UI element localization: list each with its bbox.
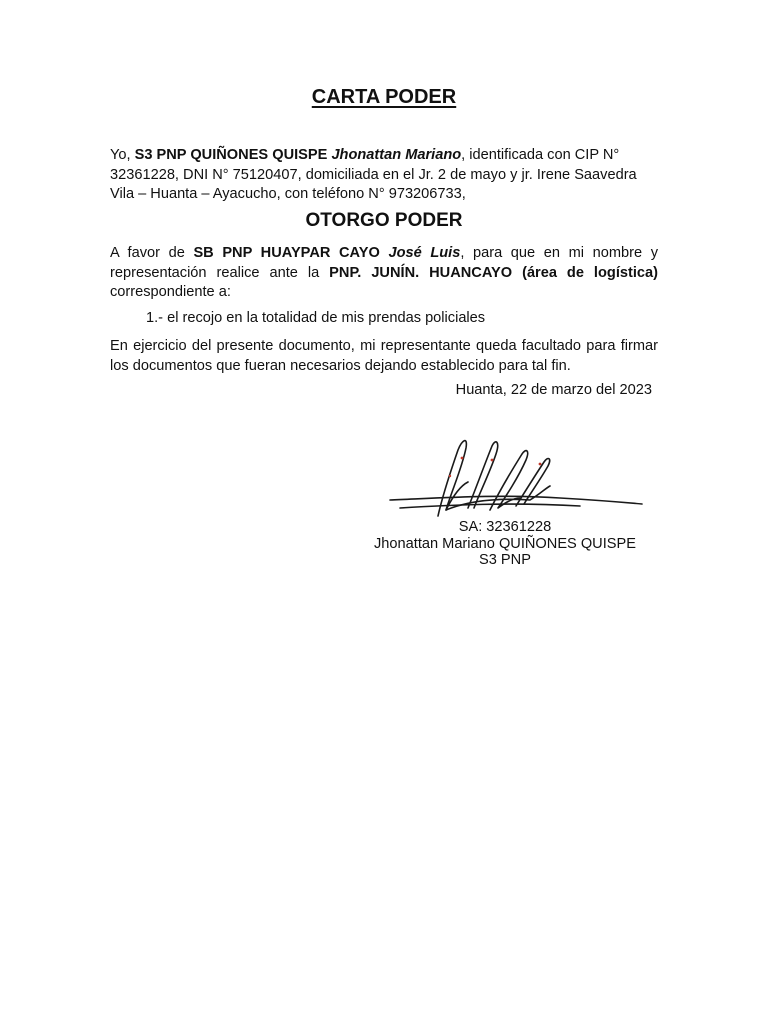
signature-block — [330, 519, 680, 569]
list-item: 1.- el recojo en la totalidad de mis prendas policiales — [146, 310, 486, 326]
grant-suffix: correspondiente a: — [110, 284, 231, 300]
grantee-name — [193, 245, 460, 261]
intro-rest: , identificada con CIP N° 32361228, DNI N° 75120407, domiciliada en el Jr. 2 de mayo y jr. Irene Saavedra Vila – Huanta – Ayacucho, con teléfono N° 973206733, — [110, 147, 637, 202]
closing-paragraph: En ejercicio del presente documento, mi representante queda facultado para firmar los documentos que fueran necesarios dejando establecido para tal fin. — [110, 338, 658, 374]
signature-underline-2 — [400, 504, 580, 508]
grantor-rank-surname: S3 PNP QUIÑONES QUISPE — [134, 147, 332, 163]
signature-loop-3 — [490, 451, 528, 510]
grant-prefix: A favor de — [110, 245, 194, 261]
date-line: Huanta, 22 de marzo del 2023 — [455, 382, 652, 398]
signature-name: Jhonattan Mariano QUIÑONES QUISPE — [374, 535, 636, 552]
signature-sa: SA: 32361228 — [458, 519, 552, 535]
document-title: CARTA PODER — [311, 86, 457, 108]
signature-loop-2 — [468, 442, 498, 508]
handwritten-signature — [380, 428, 650, 523]
signature-mark-4 — [449, 475, 451, 477]
intro-paragraph — [110, 146, 658, 205]
signature-tail — [446, 486, 550, 510]
signature-mark-2 — [491, 459, 494, 462]
intro-prefix: Yo, — [110, 147, 135, 163]
grant-paragraph — [110, 244, 658, 303]
grantee-given-names: José Luis — [388, 245, 461, 261]
grant-middle: , para que en mi nombre y representación realice ante la — [110, 245, 658, 281]
grantor-given-names: Jhonattan Mariano — [331, 147, 462, 163]
signature-rank: S3 PNP — [479, 552, 531, 568]
grant-entity: PNP. JUNÍN. HUANCAYO (área de logística) — [329, 264, 658, 281]
signature-mark-1 — [461, 457, 464, 460]
document-subtitle: OTORGO PODER — [305, 210, 463, 231]
signature-mark-3 — [539, 463, 542, 466]
grantee-rank-surname: SB PNP HUAYPAR CAYO — [193, 245, 389, 261]
grantor-name — [135, 147, 462, 163]
